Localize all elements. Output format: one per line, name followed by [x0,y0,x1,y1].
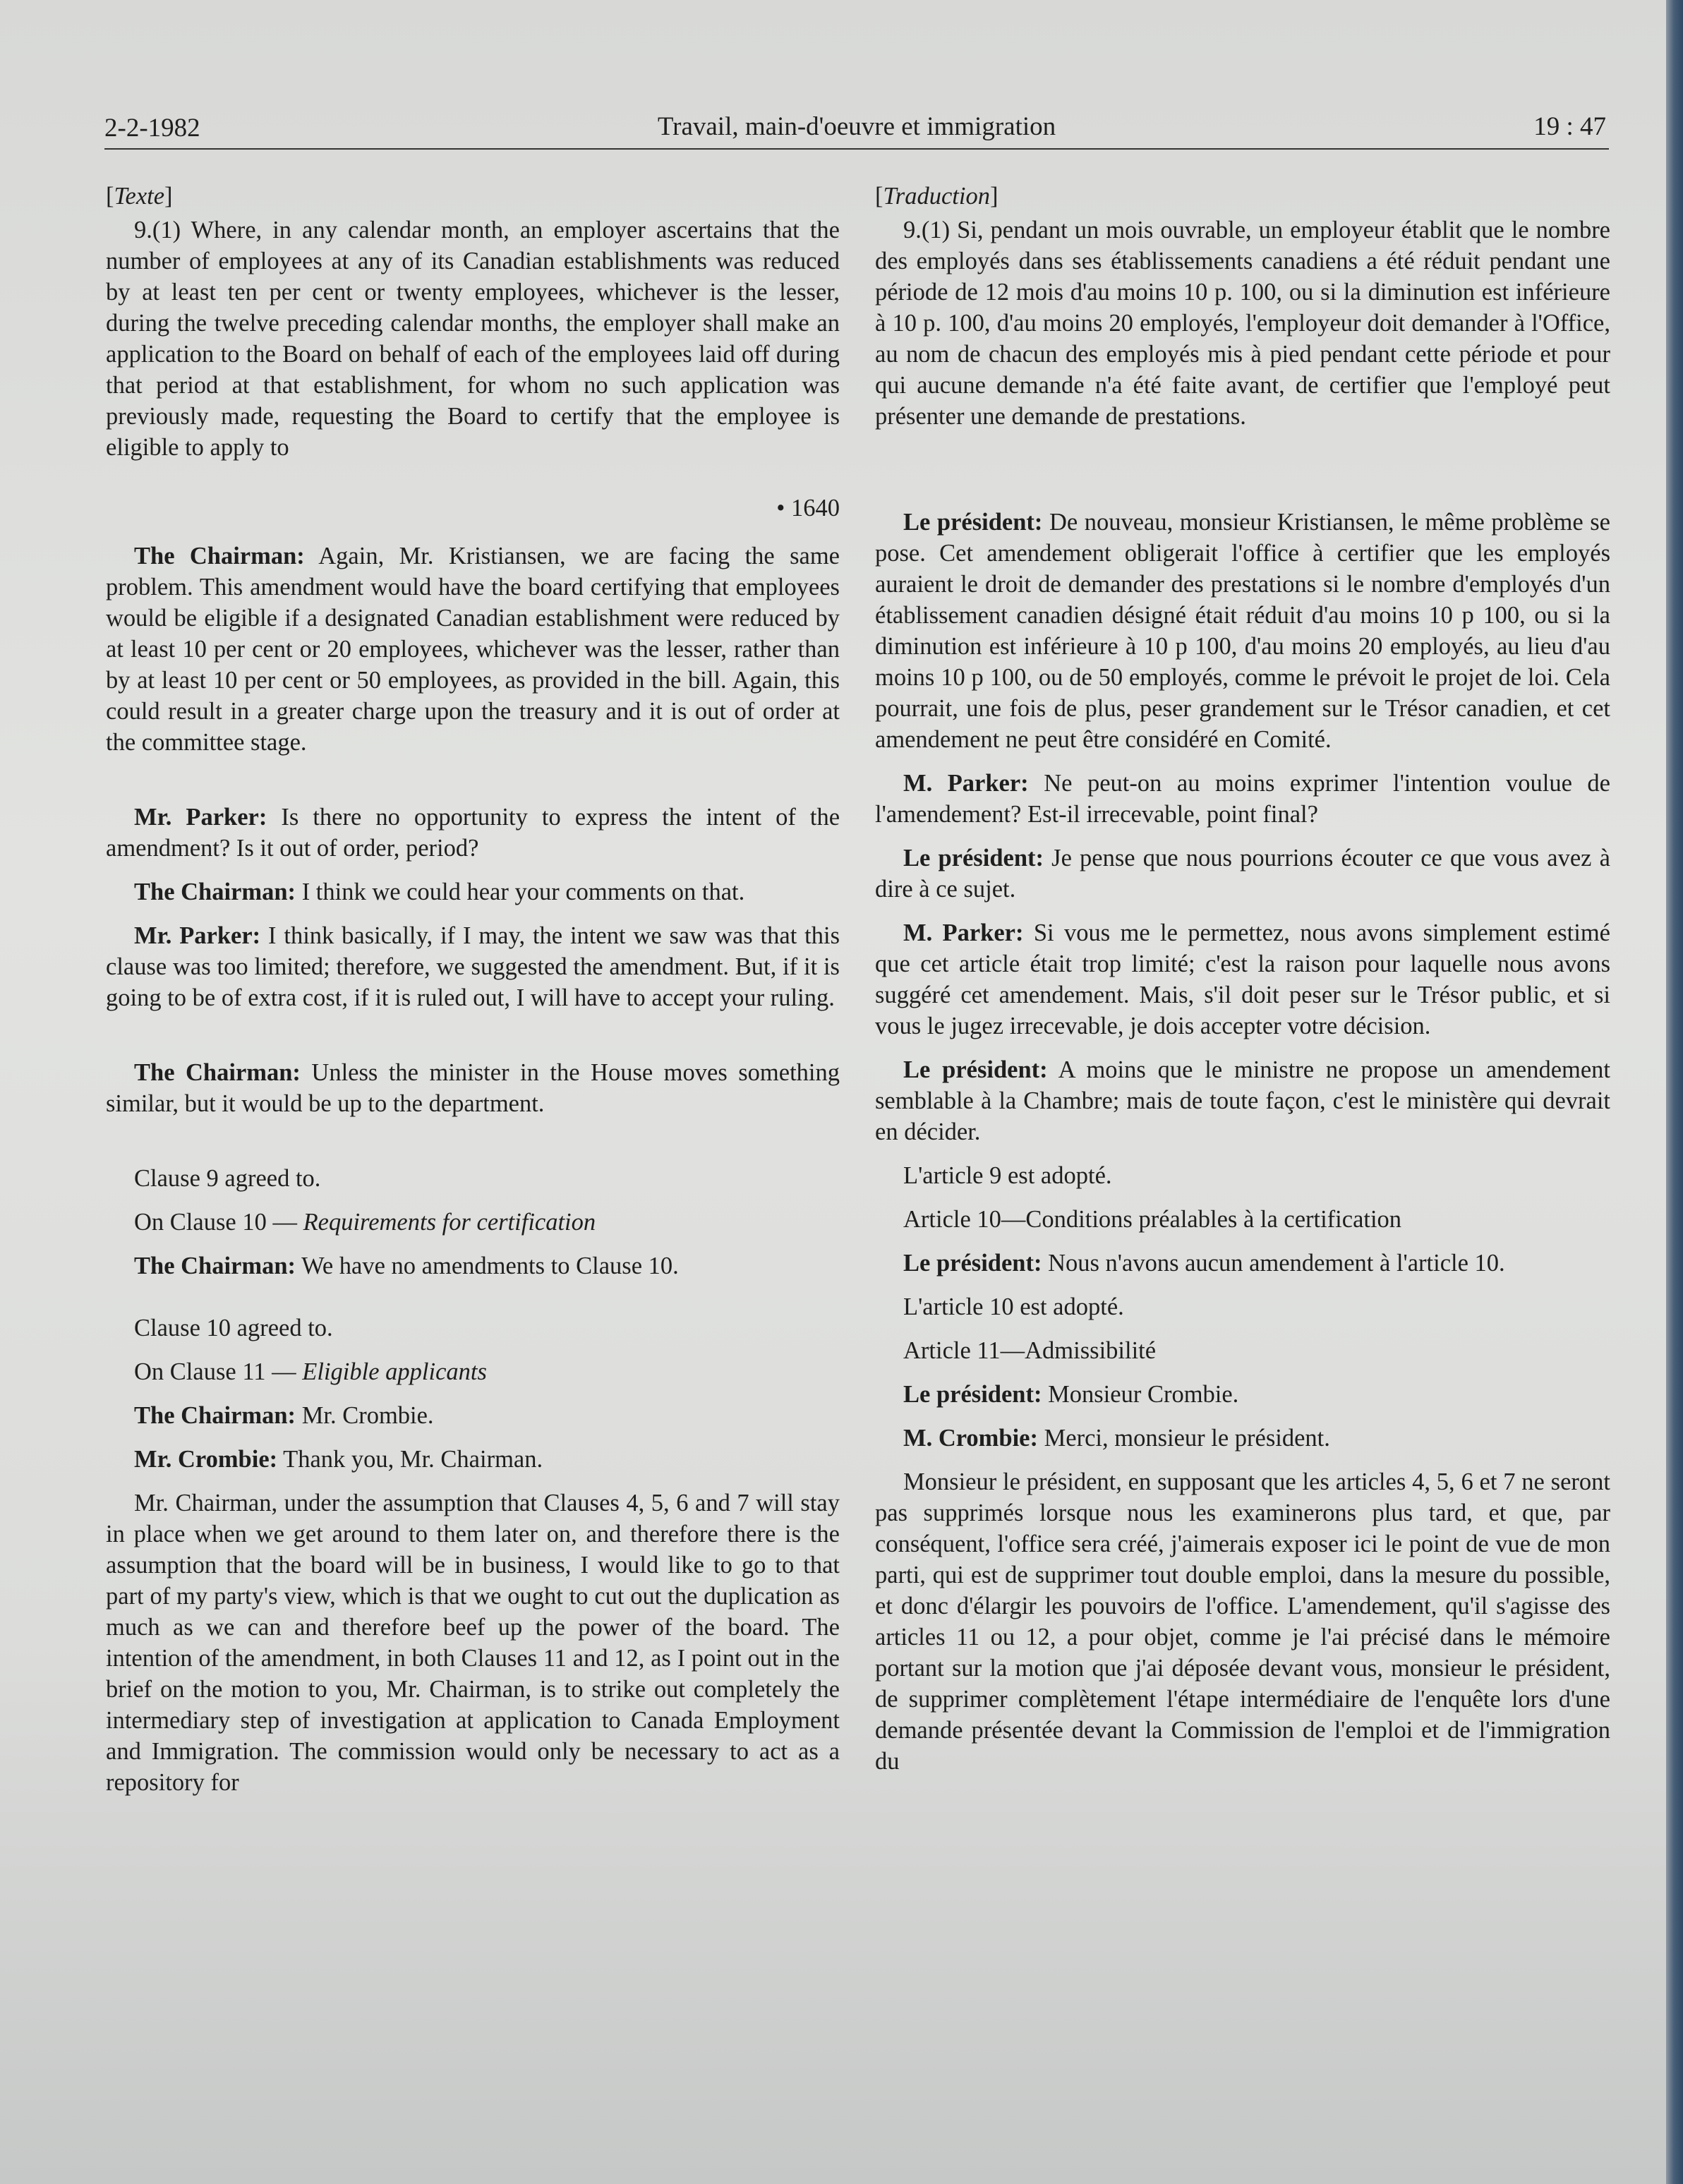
speech-paragraph [106,1057,840,1119]
column-tag: [Traduction] [875,183,999,210]
speech-paragraph [106,1400,840,1431]
french-column [875,181,1610,1790]
clause-heading-title: Requirements for certification [303,1209,596,1236]
speaker-name: The Chairman: [134,879,296,905]
speech-paragraph [106,1444,840,1475]
spacer [106,1132,840,1163]
speech-text: Ne peut-on au moins exprimer l'intention voulue de l'amendement? Est-il irrecevable, point final? [875,770,1610,828]
speech-text: I think basically, if I may, the intent we saw was that this clause was too limited; therefore, we suggested the amendment. But, if it is going to be of extra cost, if it is ruled out, I will have to accept your ruling. [106,922,840,1011]
speech-text: De nouveau, monsieur Kristiansen, le même problème se pose. Cet amendement obligerait l'office à certifier que les employés auraient le droit de demander des prestations si le nombre d'employés d'un établissement canadien désigné était réduit d'au moins 10 p 100, ou si la diminution est inférieure à 10 p 100, d'au moins 20 employés, au lieu d'au moins 10 p 100, ou de 50 employés, comme le prévoit le projet de loi. Cela pourrait, une fois de plus, peser grandement sur le Trésor canadien, et cet amendement ne peut être considéré en Comité. [875,509,1610,753]
speech-paragraph [106,920,840,1013]
speaker-name: The Chairman: [134,1253,296,1279]
speech-text: A moins que le ministre ne propose un amendement semblable à la Chambre; mais de toute façon, c'est le ministère qui devrait en décider. [875,1056,1610,1145]
speaker-name: Mr. Crombie: [134,1446,278,1473]
header-page-number: 19 : 47 [1533,112,1606,141]
speaker-name: M. Parker: [903,770,1029,797]
speech-text: Mr. Crombie. [296,1402,434,1429]
speech-paragraph [106,541,840,758]
speaker-name: Le président: [903,1056,1048,1083]
clause-heading [106,1356,840,1387]
speech-text: Je pense que nous pourrions écouter ce que vous avez à dire à ce sujet. [875,845,1610,903]
speaker-name: Mr. Parker: [134,804,267,831]
speech-text: Si vous me le permettez, nous avons simplement estimé que cet article était trop limité; c'est la raison pour laquelle nous avons suggéré cet amendement. Mais, s'il doit peser sur le Trésor public, et si vous le jugez irrecevable, je dois accepter votre décision. [875,919,1610,1039]
column-tag: [Texte] [106,183,173,210]
speaker-name: Le président: [903,845,1044,871]
speaker-name: The Chairman: [134,1402,296,1429]
speech-paragraph: Monsieur le président, en supposant que les articles 4, 5, 6 et 7 ne seront pas supprimés lorsque nous les examinerons plus tard, et que, par conséquent, l'office sera créé, j'aimerais exposer ici le point de vue de mon parti, qui est de supprimer tout double emploi, dans la mesure du possible, et donc d'élargir les pouvoirs de l'office. L'amendement, qu'il s'agisse des articles 11 ou 12, a pour objet, comme je l'ai précisé dans le mémoire portant sur la motion que j'ai déposée devant vous, monsieur le président, de supprimer complètement l'étape intermédiaire de l'enquête lors d'une demande présentée devant la Commission de l'emploi et de l'immigration du [875,1468,1610,1775]
clause-text: 9.(1) Where, in any calendar month, an employer ascertains that the number of employees at any of its Canadian establishments was reduced by at least ten per cent or twenty employees, whichever is the lesser, during the twelve preceding calendar months, the employer shall make an application to the Board on behalf of each of the employees laid off during that period at that establishment, for whom no such application was previously made, requesting the Board to certify that the employee is eligible to apply to [106,217,840,461]
speech-paragraph [106,802,840,864]
clause-agreed: Clause 9 agreed to. [134,1165,321,1192]
speech-text: Merci, monsieur le président. [1037,1425,1330,1452]
clause-agreed: Clause 10 agreed to. [134,1315,333,1341]
spacer [106,1294,840,1313]
speech-paragraph [875,1423,1610,1454]
spacer [106,1026,840,1057]
speech-paragraph [106,1250,840,1281]
article-adopted: L'article 10 est adopté. [903,1293,1124,1320]
speech-paragraph [875,1054,1610,1147]
speaker-name: Mr. Parker: [134,922,261,949]
speech-paragraph [875,1379,1610,1410]
page-header [104,107,1609,150]
header-date: 2-2-1982 [104,114,200,143]
spacer [106,771,840,802]
speaker-name: M. Parker: [903,919,1024,946]
article-heading: Article 11—Admissibilité [903,1337,1157,1364]
speech-paragraph [875,1248,1610,1279]
column-tag-label: Traduction [883,183,990,210]
speech-paragraph [875,768,1610,830]
speaker-name: Le président: [903,1250,1042,1277]
speech-text: Monsieur Crombie. [1042,1381,1239,1408]
header-title: Travail, main-d'oeuvre et immigration [657,112,1056,141]
spacer [875,445,1610,507]
speech-text: I think we could hear your comments on that. [296,879,745,905]
scan-binding-edge [1666,0,1683,2184]
clause-heading-title: Eligible applicants [302,1358,487,1385]
speaker-name: Le président: [903,509,1043,536]
speaker-name: M. Crombie: [903,1425,1038,1452]
speaker-name: Le président: [903,1381,1042,1408]
timestamp: • 1640 [776,495,840,521]
clause-heading-prefix: On Clause 11 — [134,1358,303,1385]
speech-paragraph [875,507,1610,755]
speech-text: Again, Mr. Kristiansen, we are facing the same problem. This amendment would have the board certifying that employees would be eligible if a designated Canadian establishment were reduced by at least 10 per cent or 20 employees, whichever was the lesser, rather than by at least 10 per cent or 50 employees, as provided in the bill. Again, this could result in a greater charge upon the treasury and it is out of order at the committee stage. [106,543,840,756]
speaker-name: The Chairman: [134,1059,301,1086]
speech-text: Unless the minister in the House moves something similar, but it would be up to the department. [106,1059,840,1117]
speech-text: Thank you, Mr. Chairman. [277,1446,543,1473]
speech-paragraph: Mr. Chairman, under the assumption that Clauses 4, 5, 6 and 7 will stay in place when we get around to them later on, and therefore there is the assumption that the board will be in business, I would like to go to that part of my party's view, which is that we ought to cut out the duplication as much as we can and therefore beef up the power of the board. The intention of the amendment, in both Clauses 11 and 12, as I point out in the brief on the motion to you, Mr. Chairman, is to strike out completely the intermediary step of investigation at application to Canada Employment and Immigration. The commission would only be necessary to act as a repository for [106,1490,840,1796]
speaker-name: The Chairman: [134,543,305,569]
article-heading: Article 10—Conditions préalables à la certification [903,1206,1402,1233]
speech-text: Is there no opportunity to express the intent of the amendment? Is it out of order, period? [106,804,840,862]
clause-heading [106,1207,840,1238]
speech-text: Nous n'avons aucun amendement à l'article 10. [1042,1250,1505,1277]
english-column [106,181,840,1811]
clause-text: 9.(1) Si, pendant un mois ouvrable, un employeur établit que le nombre des employés dans ses établissements canadiens a été réduit pendant une période de 12 mois d'au moins 10 p. 100, ou si la diminution est inférieure à 10 p. 100, d'au moins 20 employés, l'employeur doit demander à l'Office, au nom de chacun des employés mis à pied pendant cette période et pour qui aucune demande n'a été faite avant, de certifier que l'employé peut présenter une demande de prestations. [875,217,1610,430]
clause-heading-prefix: On Clause 10 — [134,1209,303,1236]
speech-paragraph [106,876,840,907]
column-tag-label: Texte [114,183,165,210]
speech-paragraph [875,843,1610,905]
article-adopted: L'article 9 est adopté. [903,1162,1112,1189]
speech-paragraph [875,917,1610,1042]
speech-text: We have no amendments to Clause 10. [296,1253,679,1279]
